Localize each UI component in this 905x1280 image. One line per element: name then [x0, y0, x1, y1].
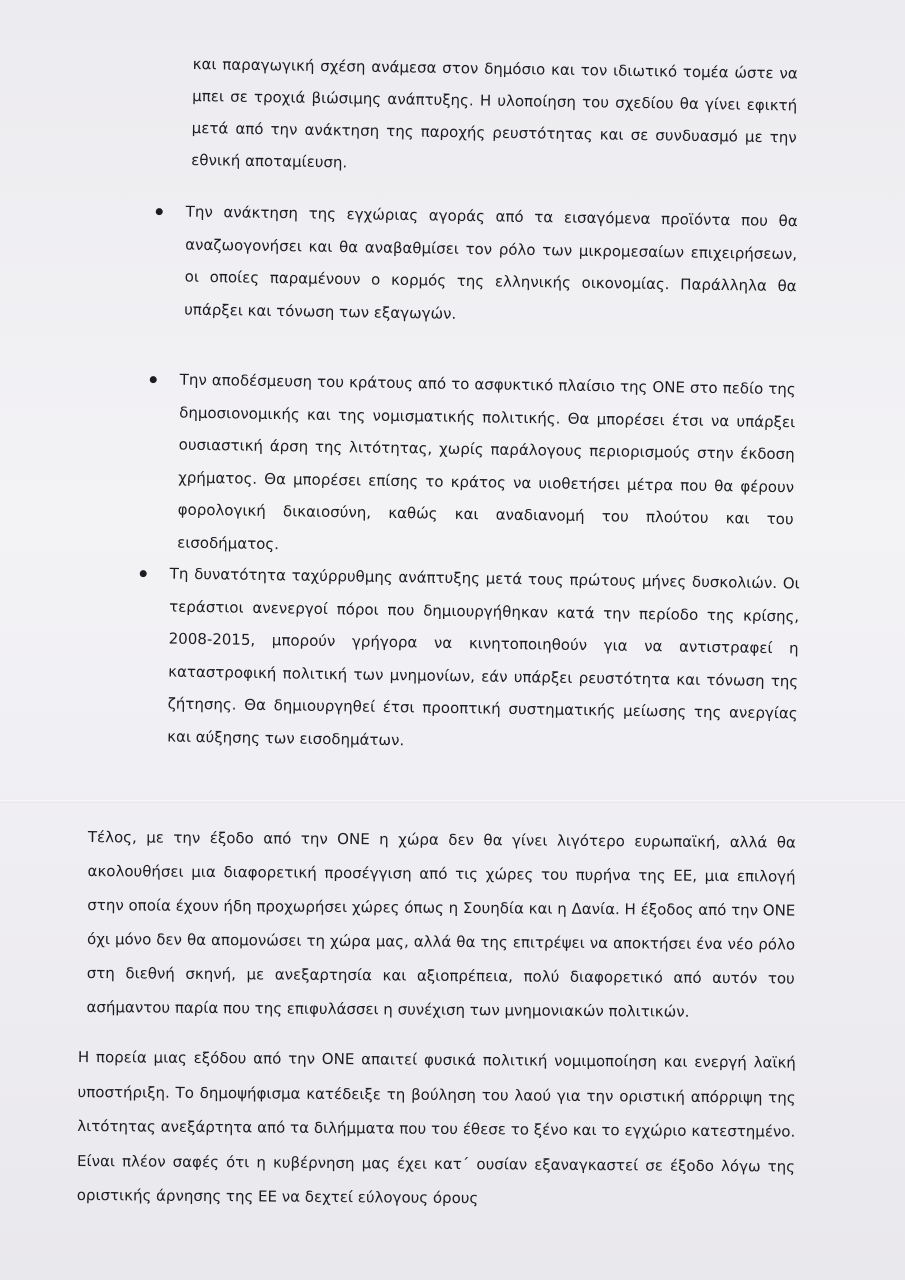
bullet-dot-icon — [140, 570, 147, 577]
bullet-item — [131, 557, 800, 762]
body-paragraph: Η πορεία μιας εξόδου από την ΟΝΕ απαιτεί φυσικά πολιτική νομιμοποίηση και ενεργή λαϊκή υποστήριξη. Το δημοψήφισμα κατέδειξε τη βούληση του λαού για την οριστική απόρριψη της λιτότητας ανεξάρτητα από τα διλήμματα που του έθεσε το ξένο και το εγχώριο κατεστημένο. Είναι πλέον σαφές ότι η κυβέρνηση μας έχει κατ΄ ουσίαν εξαναγκαστεί σε έξοδο λόγω της οριστικής άρνησης της ΕΕ να δεχτεί εύλογους όρους — [76, 1047, 796, 1208]
bullet-item — [148, 195, 798, 335]
bullet-dot-icon — [156, 208, 163, 215]
bullet-text: Την ανάκτηση της εγχώριας αγοράς από τα εισαγόμενα προϊόντα που θα αναζωογονήσει και θα αναβαθμίσει τον ρόλο των μικρομεσαίων επιχειρήσεων, οι οποίες παραμένουν ο κορμός της ελληνικής οικονομίας. Παράλληλα θα υπάρξει και τόνωση των εξαγωγών. — [184, 202, 798, 323]
bullet-text: Την αποδέσμευση του κράτους από το ασφυκτικό πλαίσιο της ΟΝΕ στο πεδίο της δημοσιονομικής και της νομισματικής πολιτικής. Θα μπορέσει έτσι να υπάρξει ουσιαστική άρση της λιτότητας, χωρίς παράλογους περιορισμούς στην έκδοση χρήματος. Θα μπορέσει επίσης το κράτος να υιοθετήσει μέτρα που θα φέρουν φορολογική δικαιοσύνη, καθώς και αναδιανομή του πλούτου και του εισοδήματος. — [177, 370, 796, 553]
bullet-text: Τη δυνατότητα ταχύρρυθμης ανάπτυξης μετά τους πρώτους μήνες δυσκολιών. Οι τεράστιοι ανενεργοί πόροι που δημιουργήθηκαν κατά την περίοδο της κρίσης, 2008-2015, μπορούν γρήγορα να κινητοποιηθούν για να αντιστραφεί η καταστροφική πολιτική των μνημονίων, εάν υπάρξει ρευστότητα και τόνωση της ζήτησης. Θα δημιουργηθεί έτσι προοπτική συστηματικής μείωσης της ανεργίας και αύξησης των εισοδημάτων. — [167, 564, 800, 749]
bullet-item — [141, 363, 796, 568]
page-fold — [0, 800, 905, 803]
bullet-dot-icon — [150, 376, 157, 383]
intro-paragraph: και παραγωγική σχέση ανάμεσα στον δημόσιο και τον ιδιωτικό τομέα ώστε να μπει σε τροχιά βιώσιμης ανάπτυξης. Η υλοποίηση του σχεδίου θα γίνει εφικτή μετά από την ανάκτηση της παροχής ρευστότητας και σε συνδυασμό με την εθνική αποταμίευση. — [191, 54, 798, 172]
body-paragraph: Τέλος, με την έξοδο από την ΟΝΕ η χώρα δεν θα γίνει λιγότερο ευρωπαϊκή, αλλά θα ακολουθήσει μια διαφορετική προσέγγιση από τις χώρες του πυρήνα της ΕΕ, μια επιλογή στην οποία έχουν ήδη προχωρήσει χώρες όπως η Σουηδία και η Δανία. Η έξοδος από την ΟΝΕ όχι μόνο δεν θα απομονώσει τη χώρα μας, αλλά θα της επιτρέψει να αποκτήσει ένα νέο ρόλο στη διεθνή σκηνή, με ανεξαρτησία και αξιοπρέπεια, πολύ διαφορετικό από αυτόν του ασήμαντου παρία που της επιφυλάσσει η συνέχιση των μνημονιακών πολιτικών. — [86, 827, 796, 1021]
